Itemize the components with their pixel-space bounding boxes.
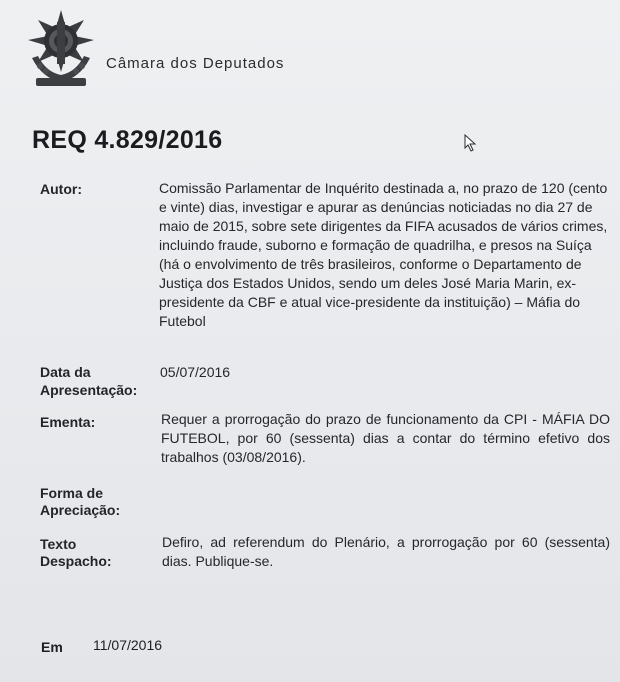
brazil-coat-of-arms-icon <box>22 8 100 92</box>
data-value: 05/07/2016 <box>160 364 231 380</box>
house-name: Câmara dos Deputados <box>106 55 285 72</box>
ementa-label: Ementa: <box>40 414 96 430</box>
autor-label: Autor: <box>40 181 82 197</box>
texto-label-line1: Texto <box>40 536 77 552</box>
header <box>22 8 422 98</box>
texto-value: Defiro, ad referendum do Plenário, a prorrogação por 60 (sessenta) dias. Publique-se. <box>162 534 610 569</box>
em-value: 11/07/2016 <box>93 637 163 653</box>
data-label-line1: Data da <box>40 364 91 380</box>
mouse-pointer-icon <box>463 134 479 152</box>
page-title: REQ 4.829/2016 <box>32 126 223 154</box>
data-label-line2: Apresentação: <box>40 382 138 398</box>
autor-value: Comissão Parlamentar de Inquérito destinada a, no prazo de 120 (cento e vinte) dias, investigar e apurar as denúncias noticiadas no dia 27 de maio de 2015, sobre sete dirigentes da FIFA acusados de vários crimes, incluindo fraude, suborno e formação de quadrilha, e presos na Suíça (há o envolvimento de três brasileiros, conforme o Departamento de Justiça dos Estados Unidos, sendo um deles José Maria Marin, ex-presidente da CBF e atual vice-presidente da instituição) – Máfia do Futebol <box>159 180 608 329</box>
forma-label-line1: Forma de <box>40 485 104 501</box>
ementa-value: Requer a prorrogação do prazo de funcionamento da CPI - MÁFIA DO FUTEBOL, por 60 (sessenta) dias a contar do término efetivo dos trabalhos (03/08/2016). <box>161 411 610 465</box>
forma-label-line2: Apreciação: <box>40 502 121 518</box>
texto-label-line2: Despacho: <box>40 553 112 569</box>
em-label: Em <box>41 639 63 655</box>
